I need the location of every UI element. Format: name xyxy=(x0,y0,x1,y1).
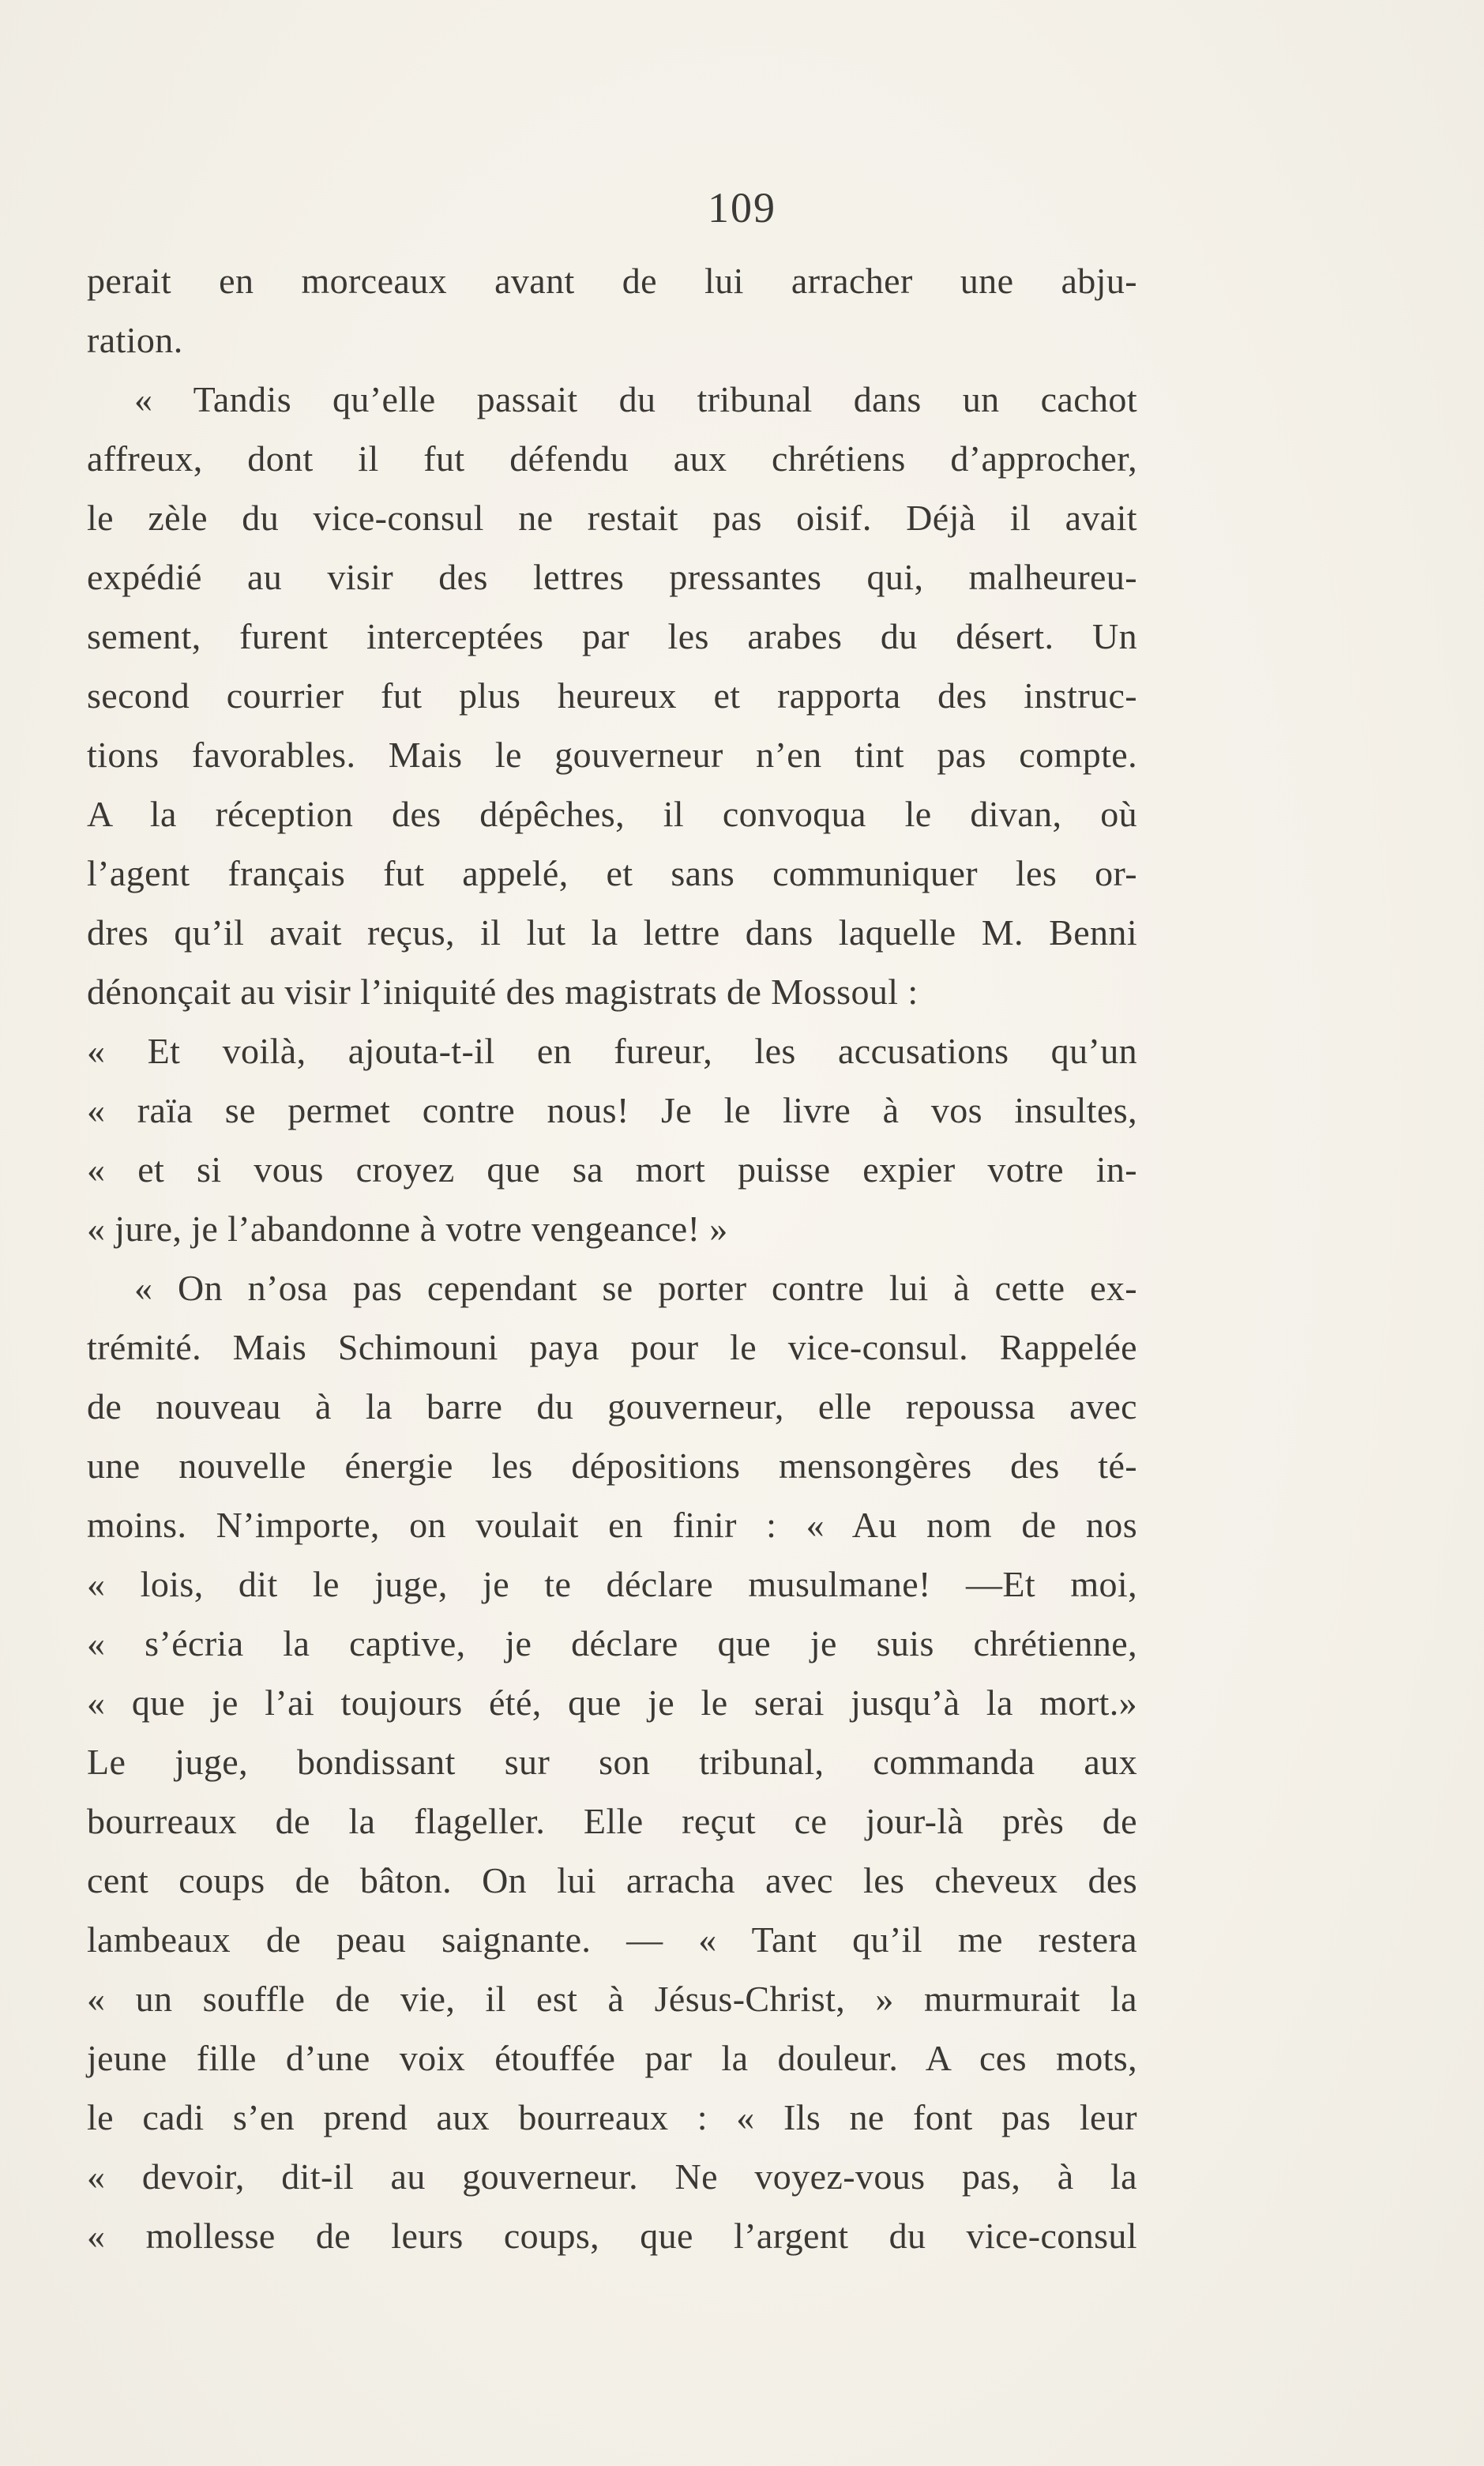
body-text xyxy=(87,251,1137,2265)
text-line: bourreaux de la flageller. Elle reçut ce jour-là près de xyxy=(87,1801,1137,1841)
text-line: dénonçait au visir l’iniquité des magistrats de Mossoul : xyxy=(87,972,919,1012)
text-line: « Et voilà, ajouta-t-il en fureur, les accusations qu’un xyxy=(87,1031,1137,1071)
text-line: « lois, dit le juge, je te déclare musulmane! —Et moi, xyxy=(87,1564,1137,1604)
text-line: l’agent français fut appelé, et sans communiquer les or- xyxy=(87,853,1137,893)
text-line: moins. N’importe, on voulait en finir : « Au nom de nos xyxy=(87,1505,1137,1545)
text-line: « mollesse de leurs coups, que l’argent du vice-consul xyxy=(87,2216,1137,2256)
text-line: perait en morceaux avant de lui arracher une abju- xyxy=(87,261,1137,301)
text-line: cent coups de bâton. On lui arracha avec les cheveux des xyxy=(87,1860,1137,1900)
text-line: ration. xyxy=(87,320,183,360)
page-number: 109 xyxy=(708,184,776,231)
text-line: Le juge, bondissant sur son tribunal, commanda aux xyxy=(87,1742,1137,1782)
text-line: « Tandis qu’elle passait du tribunal dans un cachot xyxy=(134,379,1137,419)
text-line: « s’écria la captive, je déclare que je suis chrétienne, xyxy=(87,1623,1137,1663)
text-line: A la réception des dépêches, il convoqua le divan, où xyxy=(87,794,1137,834)
text-line: lambeaux de peau saignante. — « Tant qu’il me restera xyxy=(87,1919,1137,1960)
text-line: « raïa se permet contre nous! Je le livre à vos insultes, xyxy=(87,1090,1137,1130)
text-line: le zèle du vice-consul ne restait pas oisif. Déjà il avait xyxy=(87,498,1137,538)
text-line: « un souffle de vie, il est à Jésus-Christ, » murmurait la xyxy=(87,1979,1137,2019)
text-line: expédié au visir des lettres pressantes qui, malheureu- xyxy=(87,557,1137,597)
text-line: « et si vous croyez que sa mort puisse expier votre in- xyxy=(87,1149,1137,1190)
text-line: une nouvelle énergie les dépositions mensongères des té- xyxy=(87,1445,1137,1486)
text-line: sement, furent interceptées par les arabes du désert. Un xyxy=(87,616,1137,656)
text-line: jeune fille d’une voix étouffée par la douleur. A ces mots, xyxy=(87,2038,1137,2078)
text-line: trémité. Mais Schimouni paya pour le vice-consul. Rappelée xyxy=(87,1327,1137,1367)
text-line: second courrier fut plus heureux et rapporta des instruc- xyxy=(87,675,1137,716)
text-line: « On n’osa pas cependant se porter contre lui à cette ex- xyxy=(134,1268,1137,1308)
text-line: tions favorables. Mais le gouverneur n’en tint pas compte. xyxy=(87,735,1137,775)
text-line: « jure, je l’abandonne à votre vengeance! » xyxy=(87,1209,728,1249)
text-line: le cadi s’en prend aux bourreaux : « Ils ne font pas leur xyxy=(87,2097,1137,2137)
text-line: de nouveau à la barre du gouverneur, elle repoussa avec xyxy=(87,1386,1137,1427)
text-line: « que je l’ai toujours été, que je le serai jusqu’à la mort.» xyxy=(87,1682,1137,1723)
text-line: « devoir, dit-il au gouverneur. Ne voyez-vous pas, à la xyxy=(87,2156,1137,2197)
text-line: dres qu’il avait reçus, il lut la lettre dans laquelle M. Benni xyxy=(87,912,1137,953)
text-line: affreux, dont il fut défendu aux chrétiens d’approcher, xyxy=(87,438,1137,479)
